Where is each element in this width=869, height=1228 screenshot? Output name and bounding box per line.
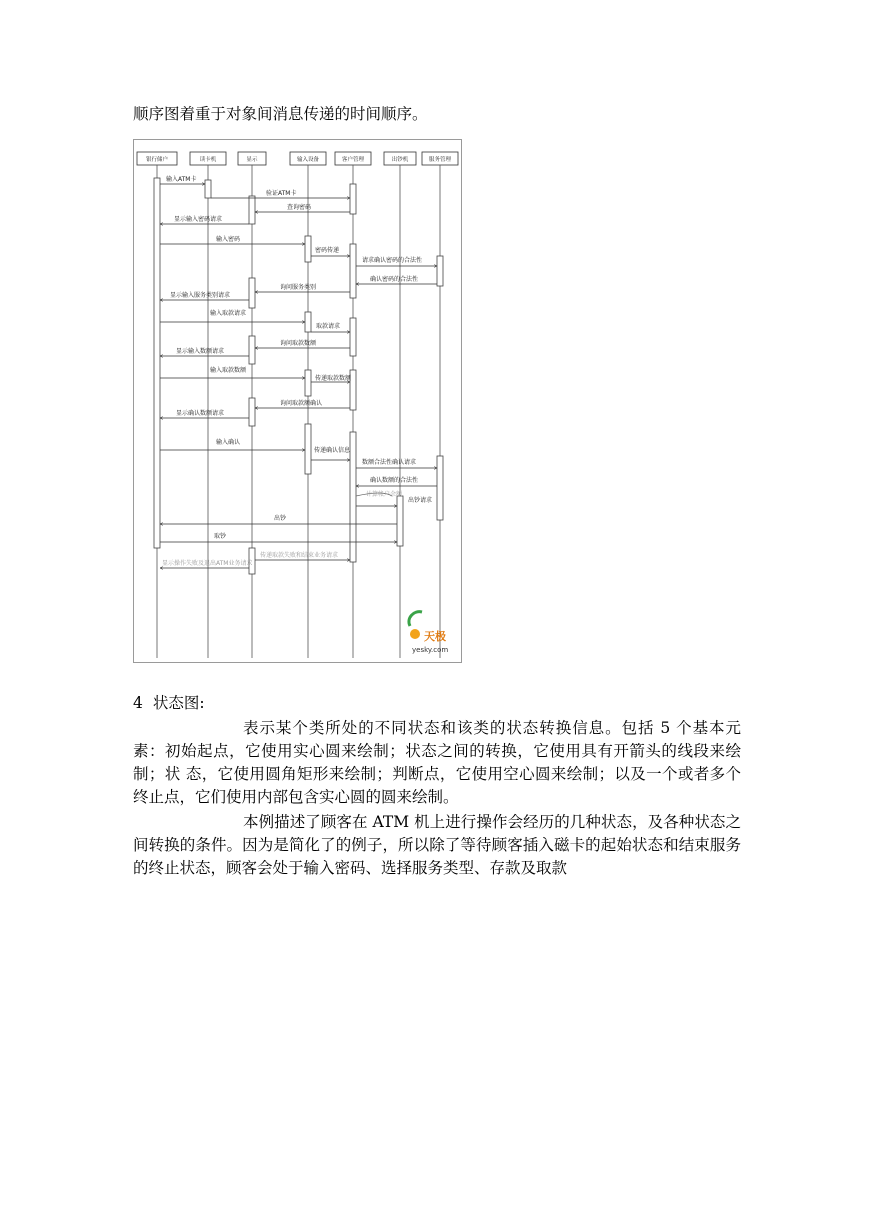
- svg-text:传递确认信息: 传递确认信息: [314, 447, 351, 454]
- logo-url: yesky.com: [412, 646, 449, 654]
- svg-text:显示确认数额请求: 显示确认数额请求: [176, 410, 225, 417]
- svg-text:取钞: 取钞: [214, 533, 227, 540]
- object-label-customer: 银行储户: [145, 157, 169, 163]
- object-label-input-device: 输入设备: [296, 157, 320, 163]
- svg-text:确认密码的合法性: 确认密码的合法性: [370, 276, 419, 283]
- svg-text:显示输入密码请求: 显示输入密码请求: [174, 216, 223, 223]
- svg-text:显示输入数额请求: 显示输入数额请求: [176, 348, 225, 355]
- state-diagram-example: 本例描述了顾客在 ATM 机上进行操作会经历的几种状态，及各种状态之间转换的条件。因为是简化了的例子，所以除了等待顾客插入磁卡的起始状态和结束服务的终止状态，顾客会处于输入密码、选择服务类型、存款及取款: [133, 813, 741, 877]
- svg-text:输入ATM卡: 输入ATM卡: [166, 176, 197, 183]
- object-label-display: 显示: [246, 157, 258, 163]
- svg-text:询问取款数额: 询问取款数额: [280, 340, 317, 347]
- svg-text:计算帐户余额: 计算帐户余额: [366, 491, 403, 498]
- section-title: 状态图:: [152, 694, 205, 712]
- message-arrows: [160, 184, 437, 560]
- svg-text:请求确认密码的合法性: 请求确认密码的合法性: [362, 257, 423, 264]
- logo-dot-icon: [410, 629, 420, 639]
- intro-paragraph: 顺序图着重于对象间消息传递的时间顺序。: [133, 105, 428, 123]
- object-label-client-manager: 客户管理: [341, 157, 365, 163]
- svg-text:数额合法性确认请求: 数额合法性确认请求: [362, 459, 417, 466]
- svg-text:显示操作失败及退出ATM业务请求: 显示操作失败及退出ATM业务请求: [162, 560, 253, 567]
- svg-text:密码传递: 密码传递: [315, 247, 340, 254]
- object-label-service-manager: 服务管理: [428, 157, 452, 163]
- state-diagram-definition: 表示某个类所处的不同状态和该类的状态转换信息。包括 5 个基本元素：初始起点，它使用实心圆来绘制；状态之间的转换，它使用具有开箭头的线段来绘制；状 态，它使用圆角矩形来绘制；判断点，它使用空心圆来绘制；以及一个或者多个终止点，它们使用内部包含实心圆的圆来绘制。: [133, 719, 741, 806]
- yesky-logo: [409, 612, 448, 654]
- svg-text:输入密码: 输入密码: [216, 236, 241, 243]
- svg-text:输入确认: 输入确认: [216, 439, 241, 446]
- object-headers: [137, 152, 458, 165]
- svg-text:询问取款额确认: 询问取款额确认: [280, 400, 323, 407]
- svg-text:传递取款数额: 传递取款数额: [315, 375, 352, 382]
- svg-text:出钞请求: 出钞请求: [408, 497, 433, 504]
- svg-text:询问服务类别: 询问服务类别: [280, 284, 317, 291]
- sequence-diagram: [134, 140, 463, 664]
- object-label-cash-dispenser: 出钞机: [391, 157, 409, 163]
- logo-brand: 天极: [424, 630, 446, 643]
- svg-text:输入取款请求: 输入取款请求: [210, 310, 247, 317]
- svg-text:确认数额的合法性: 确认数额的合法性: [370, 477, 419, 484]
- svg-text:传递取款失败和结束业务请求: 传递取款失败和结束业务请求: [260, 552, 339, 559]
- sequence-diagram-figure: [133, 139, 462, 663]
- svg-text:显示输入服务类别请求: 显示输入服务类别请求: [170, 292, 231, 299]
- logo-swirl-icon: [409, 612, 422, 626]
- object-label-card-reader: 读卡机: [199, 157, 217, 163]
- message-arrows-return: [160, 212, 437, 568]
- svg-text:验证ATM卡: 验证ATM卡: [266, 190, 297, 197]
- svg-text:输入取款数额: 输入取款数额: [210, 367, 247, 374]
- svg-text:查询密码: 查询密码: [287, 204, 312, 211]
- section-number: 4: [133, 694, 143, 712]
- message-labels: [162, 175, 432, 567]
- svg-text:取款请求: 取款请求: [316, 323, 341, 330]
- section-heading: [133, 692, 205, 714]
- svg-text:出钞: 出钞: [274, 515, 287, 522]
